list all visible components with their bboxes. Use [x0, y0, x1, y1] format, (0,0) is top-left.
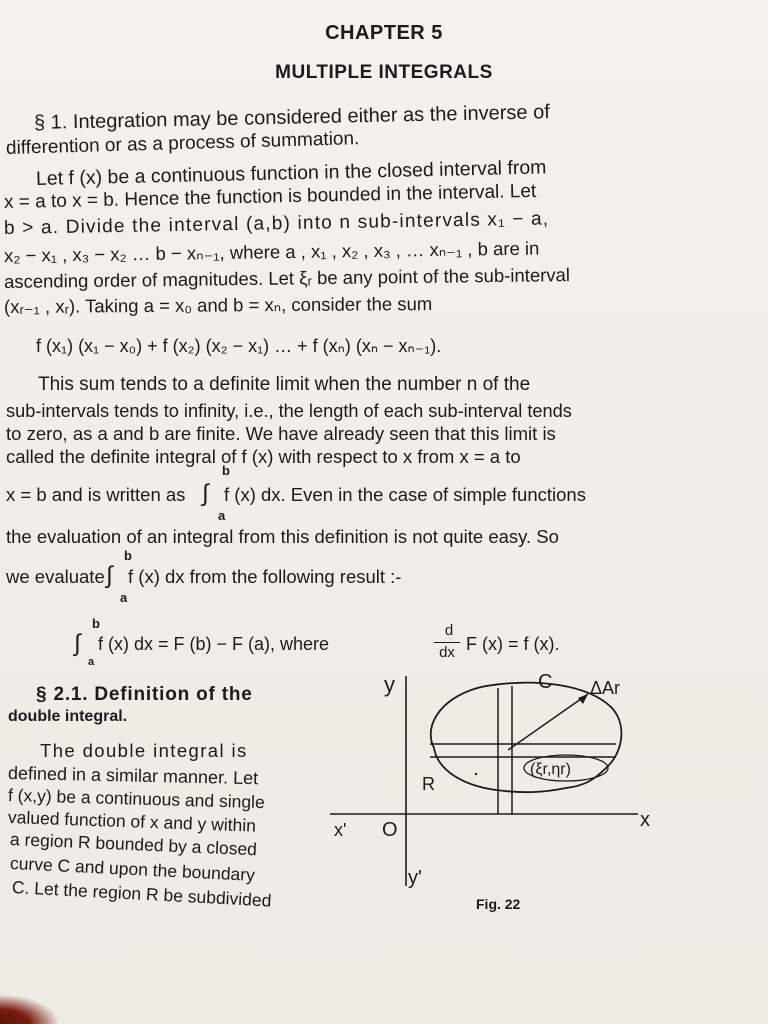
section21-heading-line1: § 2.1. Definition of the: [36, 684, 253, 705]
section21-heading-line2: double integral.: [8, 708, 128, 725]
para3-line7b: f (x) dx from the following result :-: [128, 566, 402, 587]
para3-line7a: we evaluate: [6, 566, 105, 587]
para3-line2: sub-intervals tends to infinity, i.e., the length of each sub-interval tends: [6, 401, 572, 421]
delta-arrow-line: [508, 694, 588, 750]
dot-mark: [475, 773, 477, 775]
section21-body-line5: a region R bounded by a closed: [9, 829, 258, 860]
result-frac-bar: [434, 642, 460, 643]
integral1-upper: b: [222, 463, 230, 478]
para3-line5b: f (x) dx. Even in the case of simple functions: [224, 484, 586, 505]
integral1-sign: ∫: [202, 480, 209, 507]
chapter-number: CHAPTER 5: [325, 22, 443, 44]
section21-body-line7: C. Let the region R be subdivided: [11, 877, 272, 911]
label-y-prime: y': [408, 867, 422, 889]
section21-body-line3: f (x,y) be a continuous and single: [7, 785, 266, 813]
para1-line2: differention or as a process of summation.: [5, 128, 360, 159]
label-origin: O: [382, 819, 398, 841]
para2-line4: x₂ − x₁ , x₃ − x₂ … b − xₙ₋₁, where a , x₁ , x₂ , x₃ , … xₙ₋₁ , b are in: [3, 237, 540, 266]
para3-line5a: x = b and is written as: [6, 484, 186, 505]
label-x: x: [640, 809, 650, 831]
para2-line2: x = a to x = b. Hence the function is bounded in the interval. Let: [3, 180, 537, 213]
label-curve-c: C: [538, 671, 553, 693]
page-corner-shadow: [0, 994, 60, 1024]
result-frac-den: dx: [439, 644, 455, 661]
para2-line1: Let f (x) be a continuous function in the closed interval from: [35, 156, 547, 190]
result-formula-left: f (x) dx = F (b) − F (a), where: [98, 634, 330, 654]
label-region-r: R: [422, 774, 435, 794]
integral2-upper: b: [124, 548, 132, 563]
label-x-prime: x': [334, 820, 347, 840]
para2-line3: b > a. Divide the interval (a,b) into n sub-intervals x₁ − a,: [3, 208, 550, 239]
section21-body-line6: curve C and upon the boundary: [9, 853, 256, 885]
para3-line3: to zero, as a and b are finite. We have already seen that this limit is: [6, 423, 556, 444]
integral3-sign: ∫: [74, 630, 81, 657]
label-delta-area: ΔAr: [590, 678, 621, 698]
sum-formula: f (x₁) (x₁ − x₀) + f (x₂) (x₂ − x₁) … + f (xₙ) (xₙ − xₙ₋₁).: [36, 336, 442, 356]
integral1-lower: a: [218, 508, 226, 523]
integral3-upper: b: [92, 616, 100, 631]
result-formula-right: F (x) = f (x).: [466, 634, 560, 654]
label-y: y: [384, 672, 395, 697]
para2-line5: ascending order of magnitudes. Let ξᵣ be any point of the sub-interval: [3, 264, 571, 292]
delta-arrow-head: [578, 694, 588, 704]
label-point: (ξr,ηr): [530, 761, 571, 778]
figure-caption: Fig. 22: [476, 896, 521, 912]
para1-line1: § 1. Integration may be considered either as the inverse of: [33, 101, 550, 134]
integral3-lower: a: [88, 656, 95, 668]
section21-body-line4: valued function of x and y within: [7, 807, 257, 836]
section21-body-line1: The double integral is: [40, 740, 248, 761]
fig22-diagram: [326, 664, 686, 900]
integral2-lower: a: [120, 590, 128, 605]
chapter-title: MULTIPLE INTEGRALS: [275, 62, 493, 83]
integral2-sign: ∫: [106, 562, 113, 589]
result-frac-num: d: [444, 622, 454, 639]
section21-body-line2: defined in a similar manner. Let: [7, 763, 259, 789]
para3-line1: This sum tends to a definite limit when the number n of the: [38, 374, 531, 395]
para3-line4: called the definite integral of f (x) with respect to x from x = a to: [6, 446, 521, 467]
para2-line6: (xᵣ₋₁ , xᵣ). Taking a = x₀ and b = xₙ, consider the sum: [3, 293, 433, 317]
para3-line6: the evaluation of an integral from this definition is not quite easy. So: [6, 526, 559, 547]
